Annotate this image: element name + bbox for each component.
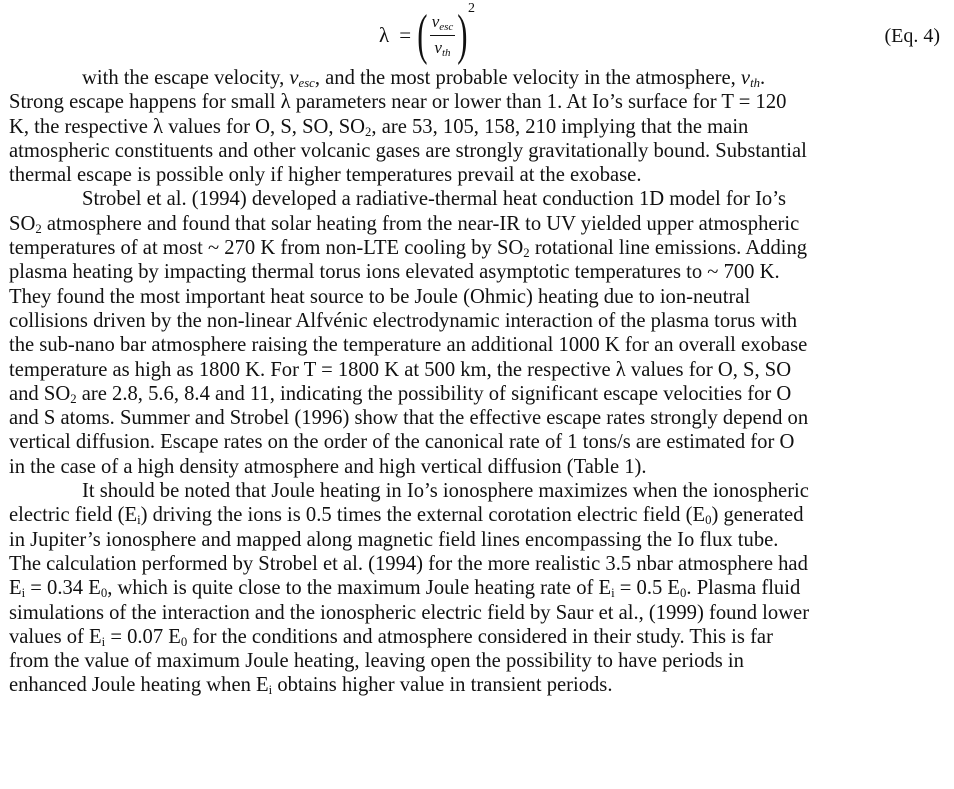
text-line: and S atoms. Summer and Strobel (1996) show that the effective escape rates strongly depend on	[9, 407, 809, 430]
equation-label: (Eq. 4)	[884, 25, 940, 47]
text-line: and $SO_2$ are 2.8, 5.6, 8.4 and 11, indicating the possibility of significant escape velocities for O	[9, 382, 792, 407]
text-line: from the value of maximum Joule heating, leaving open the possibility to have periods in	[9, 650, 744, 673]
paragraph-escape-parameter	[9, 66, 944, 187]
text-line: in the case of a high density atmosphere and high vertical diffusion (Table 1).	[9, 455, 647, 478]
paragraph-joule-heating	[9, 479, 944, 698]
text-line: The calculation performed by Strobel et al. (1994) for the more realistic 3.5 nbar atmosphere had	[9, 552, 808, 575]
text-line: simulations of the interaction and the ionospheric electric field by Saur et al., (1999) found lower	[9, 601, 810, 624]
text-line: vertical diffusion. Escape rates on the order of the canonical rate of 1 tons/s are estimated for O	[9, 431, 795, 454]
text-line: in Jupiter’s ionosphere and mapped along magnetic field lines encompassing the Io flux tube.	[9, 528, 779, 551]
text-line: They found the most important heat source to be Joule (Ohmic) heating due to ion-neutral	[9, 285, 751, 308]
text-line: plasma heating by impacting thermal torus ions elevated asymptotic temperatures to ~ 700 K.	[9, 261, 780, 284]
text-line: $SO_2$ atmosphere and found that solar heating from the near-IR to UV yielded upper atmospheric	[9, 212, 800, 236]
text-line: temperature as high as 1800 K. For T = 1800 K at 500 km, the respective λ values for O, S, SO	[9, 358, 792, 381]
text-line: It should be noted that Joule heating in Io’s ionosphere maximizes when the ionospheric	[82, 480, 809, 503]
text-line: thermal escape is possible only if higher temperatures prevail at the exobase.	[9, 164, 642, 187]
text-line: atmospheric constituents and other volcanic gases are strongly gravitationally bound. Substantial	[9, 139, 807, 162]
equation-lambda: λ	[379, 22, 390, 47]
document-page	[9, 0, 944, 698]
text-line: enhanced Joule heating when $E_i$ obtains higher value in transient periods.	[9, 674, 613, 698]
text-line: collisions driven by the non-linear Alfvénic electrodynamic interaction of the plasma torus with	[9, 309, 798, 332]
text-line: the sub-nano bar atmosphere raising the temperature an additional 1000 K for an overall exobase	[9, 334, 808, 357]
paragraph-strobel-model	[9, 187, 944, 479]
fraction-numerator: $v_{esc}$	[430, 12, 456, 36]
text-line: electric field $(E_i)$ driving the ions is 0.5 times the external corotation electric field $(E_0)$ generated	[9, 504, 804, 528]
velocity-fraction	[430, 12, 456, 58]
fraction-denominator: $v_{th}$	[434, 38, 451, 59]
right-parenthesis: )	[457, 4, 468, 66]
text-line: $E_i = 0.34$ $E_0$, which is quite close to the maximum Joule heating rate of $E_i = 0.5$ $E_0$. Plasma fluid	[9, 577, 801, 601]
text-line: Strobel et al. (1994) developed a radiative-thermal heat conduction 1D model for Io’s	[82, 188, 786, 211]
equation-4	[379, 1, 475, 66]
left-parenthesis: (	[417, 4, 428, 66]
equation-equals: =	[399, 22, 412, 47]
equation-power: 2	[467, 1, 475, 16]
text-line: temperatures of at most ~ 270 K from non-LTE cooling by $SO_2$ rotational line emissions. Adding	[9, 237, 808, 261]
text-line: Strong escape happens for small λ parameters near or lower than 1. At Io’s surface for T = 120	[9, 91, 787, 114]
text-line: with the escape velocity, $v_{esc}$, and the most probable velocity in the atmosphere, $v_{th}$.	[82, 67, 766, 91]
text-line: K, the respective λ values for O, S, SO, $SO_2$, are 53, 105, 158, 210 implying that the main	[9, 115, 749, 139]
equation-row	[9, 0, 944, 72]
text-line: values of $E_i = 0.07$ $E_0$ for the conditions and atmosphere considered in their study. This is far	[9, 625, 773, 650]
